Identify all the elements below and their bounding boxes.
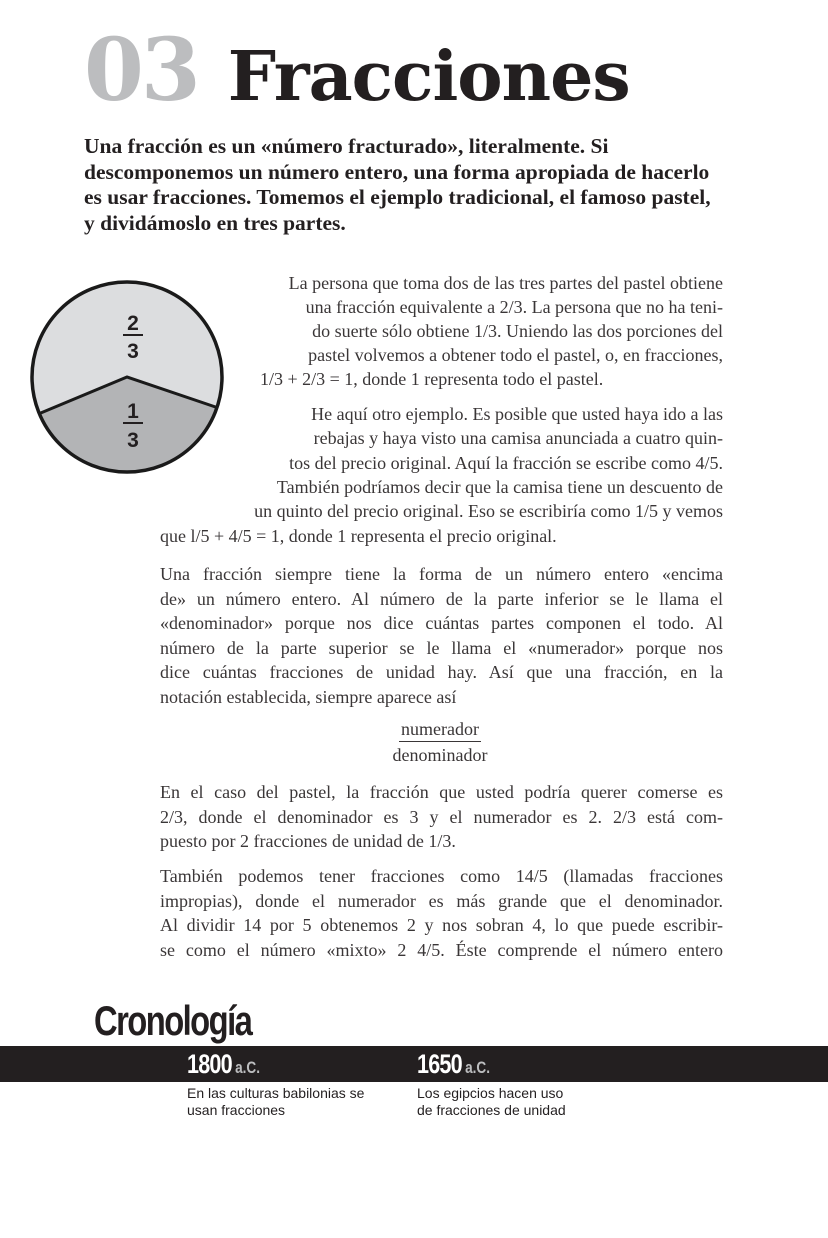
text-line: «denominador» porque nos dice cuántas partes componen el todo. Al (160, 613, 723, 634)
pie-small-numerator: 1 (127, 400, 139, 423)
text-line: Una fracción siempre tiene la forma de un número entero «encima (160, 564, 723, 584)
paragraph-fraction-definition (160, 562, 723, 710)
text-line: He aquí otro ejemplo. Es posible que usted haya ido a las (311, 404, 723, 424)
text-line: pastel volvemos a obtener todo el pastel, o, en fracciones, (308, 345, 723, 365)
text-line: También podemos tener fracciones como 14/5 (llamadas fracciones (160, 866, 723, 886)
paragraph-improper-fractions (160, 864, 723, 962)
chapter-number: 03 (84, 20, 198, 121)
pie-large-denominator: 3 (127, 340, 139, 363)
text-line: número de la parte superior se le llama el «numerador» porque nos (160, 637, 723, 658)
timeline-title: Cronología (94, 997, 252, 1044)
text-line: 2/3, donde el denominador es 3 y el numerador es 2. 2/3 está com- (160, 806, 723, 827)
text-line: puesto por 2 fracciones de unidad de 1/3. (160, 831, 456, 852)
intro-paragraph: Una fracción es un «número fracturado», literalmente. Si descomponemos un número entero, una forma apropiada de hacerlo es usar fracciones. Tomemos el ejemplo tradicional, el famoso pastel, y dividámoslo en tres partes. (84, 134, 711, 235)
fraction-notation (360, 718, 520, 768)
text-line: 1/3 + 2/3 = 1, donde 1 representa todo el pastel. (260, 369, 604, 389)
chapter-title: Fracciones (227, 37, 630, 117)
text-line: de» un número entero. Al número de la parte inferior se le llama el (160, 588, 723, 609)
chapter-header (84, 20, 630, 121)
text-line: impropias), donde el numerador es más grande que el denominador. (160, 890, 723, 911)
timeline-entry-description: Los egipcios hacen uso de fracciones de unidad (417, 1085, 566, 1118)
pie-large-numerator: 2 (127, 312, 139, 335)
text-line: tos del precio original. Aquí la fracción se escribe como 4/5. (289, 453, 723, 473)
text-line: En el caso del pastel, la fracción que usted podría querer comerse es (160, 782, 723, 802)
fraction-denominator-label: denominador (392, 745, 488, 765)
fraction-numerator-label: numerador (399, 718, 481, 742)
text-line: un quinto del precio original. Eso se escribiría como 1/5 y vemos (254, 501, 723, 521)
text-line: do suerte sólo obtiene 1/3. Uniendo las dos porciones del (312, 321, 723, 341)
text-line: También podríamos decir que la camisa tiene un descuento de (276, 477, 723, 497)
timeline-bar (0, 1046, 828, 1082)
text-line: notación establecida, siempre aparece así (160, 686, 457, 707)
text-line: que l/5 + 4/5 = 1, donde 1 representa el precio original. (160, 526, 557, 546)
text-line: rebajas y haya visto una camisa anunciada a cuatro quin- (313, 428, 723, 448)
text-line: una fracción equivalente a 2/3. La persona que no ha teni- (305, 297, 723, 317)
text-line: se como el número «mixto» 2 4/5. Éste comprende el número entero (160, 939, 723, 960)
text-line: dice cuántas fracciones de unidad hay. Así que una fracción, en la (160, 662, 723, 683)
text-line: La persona que toma dos de las tres partes del pastel obtiene (288, 273, 723, 293)
timeline-entry-year: 1650 a.C. (417, 1049, 491, 1079)
paragraph-cake-fraction (160, 780, 723, 854)
timeline-entry-year: 1800 a.C. (187, 1049, 261, 1079)
timeline-entry-description: En las culturas babilonias se usan fracciones (187, 1085, 365, 1118)
pie-small-denominator: 3 (127, 429, 139, 452)
pie-chart-figure (29, 272, 225, 482)
text-line: Al dividir 14 por 5 obtenemos 2 y nos sobran 4, lo que puede escribir- (160, 915, 723, 936)
